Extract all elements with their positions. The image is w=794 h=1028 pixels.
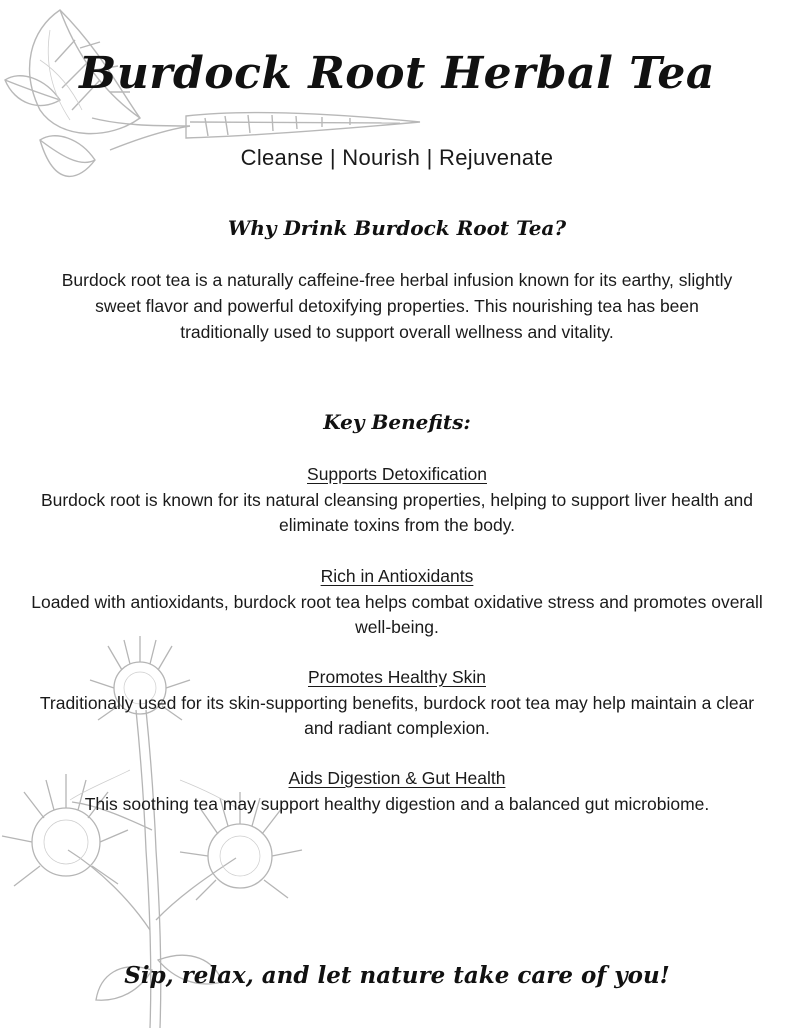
benefit-text: Burdock root is known for its natural cleansing properties, helping to support liver health and eliminate toxins from the body. [40,489,754,535]
benefit-item [30,766,764,817]
benefit-text: Loaded with antioxidants, burdock root tea helps combat oxidative stress and promotes overall well-being. [31,591,763,637]
page-title: Burdock Root Herbal Tea [79,48,715,99]
key-benefits-heading: Key Benefits: [323,410,471,434]
benefit-item [30,665,764,742]
benefit-text: Traditionally used for its skin-supporting benefits, burdock root tea may help maintain a clear and radiant complexion. [39,692,755,738]
page-subtitle: Cleanse | Nourish | Rejuvenate [240,145,554,170]
benefit-title: Aids Digestion & Gut Health [288,768,506,788]
benefit-title: Promotes Healthy Skin [308,667,486,687]
closing-tagline: Sip, relax, and let nature take care of you! [124,962,670,989]
benefit-item [30,462,764,539]
intro-paragraph: Burdock root tea is a naturally caffeine-free herbal infusion known for its earthy, slightly sweet flavor and powerful detoxifying properties. This nourishing tea has been traditionally used to support overall wellness and vitality. [61,270,733,342]
benefit-title: Supports Detoxification [307,464,487,484]
benefit-text: This soothing tea may support healthy digestion and a balanced gut microbiome. [84,793,710,814]
why-drink-heading: Why Drink Burdock Root Tea? [227,216,567,240]
benefit-title: Rich in Antioxidants [320,566,474,586]
benefit-item [30,564,764,641]
